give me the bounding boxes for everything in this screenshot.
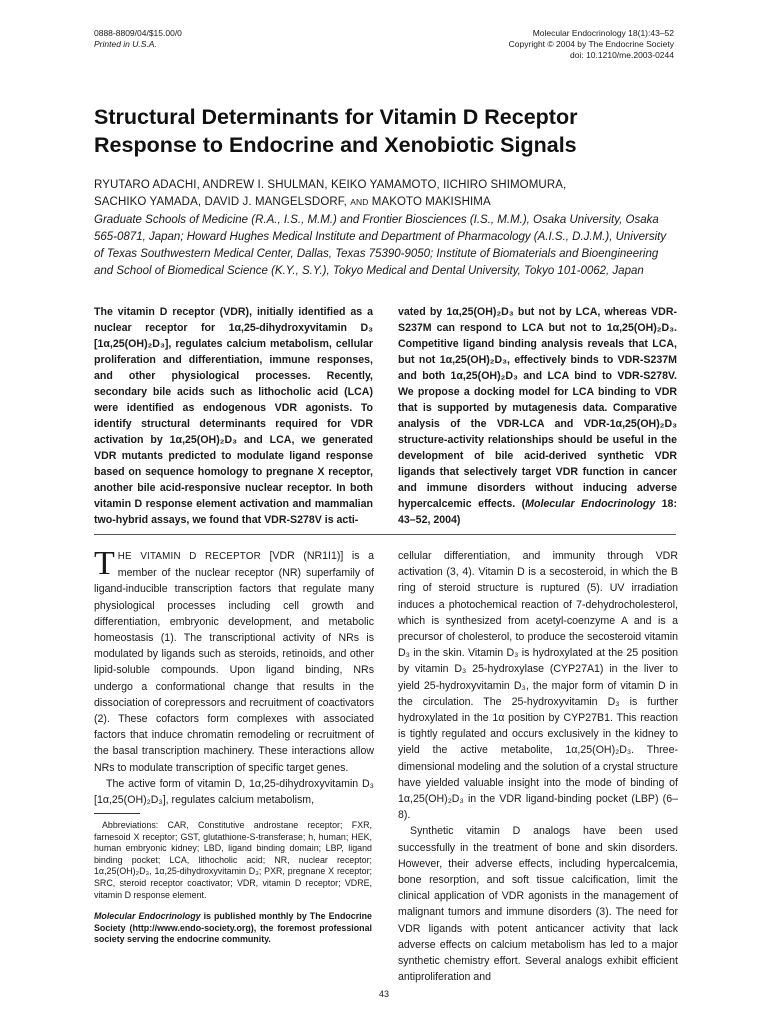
abstract-right-text: vated by 1α,25(OH)₂D₃ but not by LCA, whereas VDR-S237M can respond to LCA but not to 1α,25(OH)₂D₃. Competitive ligand binding analysis reveals that LCA, but not 1α,25(OH)₂D₃, effectively binds to VDR-S237M and both 1α,25(OH)₂D₃ and LCA bind to VDR-S278V. We propose a docking model for LCA binding to VDR that is supported by mutagenesis data. Comparative analysis of the VDR-LCA and VDR-1α,25(OH)₂D₃ structure-activity relationships should be useful in the development of bile acid-derived synthetic VDR ligands that selectively target VDR function in cancer and immune disorders without inducing adverse hypercalcemic effects.: [398, 306, 677, 510]
printed-line: Printed in U.S.A.: [94, 39, 157, 49]
doi-line: doi: 10.1210/me.2003-0244: [570, 50, 674, 60]
body-paragraph-4: Synthetic vitamin D analogs have been used successfully in the treatment of bone and skin disorders. However, their adverse effects, including hypercalcemia, bone resorption, and soft tissue calcification, limit the clinical application of VDR agonists in the management of malignant tumors and immune disorders (3). The need for VDR ligands with potent anticancer activity that lack adverse effects on calcium metabolism has led to a major synthetic chemistry effort. Several analogs exhibit efficient antiproliferation and: [398, 825, 678, 984]
authors-line-2-names: SACHIKO YAMADA, DAVID J. MANGELSDORF,: [94, 196, 347, 208]
publisher-note: [94, 911, 372, 946]
journal-citation: Molecular Endocrinology 18(1):43–52: [532, 28, 674, 38]
header-right: [509, 28, 674, 61]
publisher-journal: Molecular Endocrinology: [94, 911, 201, 922]
footnote-divider: [94, 813, 140, 814]
copyright-line: Copyright © 2004 by The Endocrine Society: [508, 39, 674, 49]
intro-paragraph: [94, 545, 375, 776]
abstract-citation-rest: 18: 43–52, 2004): [398, 498, 677, 526]
body-paragraph-3: cellular differentiation, and immunity through VDR activation (3, 4). Vitamin D is a secosteroid, in which the B ring of steroid structure is ruptured (5). UV irradiation induces a photochemical reaction of 7-dehydrocholesterol, which is synthesized from acetyl-coenzyme A and is a precursor of cholesterol, to produce the secosteroid vitamin D₃ in the skin. Vitamin D₃ is hydroxylated at the 25 position by vitamin D₃ 25-hydroxylase (CYP27A1) in the liver to yield 25-hydroxyvitamin D₃, the major form of vitamin D in the circulation. The 25-hydroxyvitamin D₃ is further hydroxylated in the 1α position by CYP27B1. This reaction is tightly regulated and occurs exclusively in the kidney to yield the active metabolite, 1α,25(OH)₂D₃. Three-dimensional modeling and the solution of a crystal structure have yielded valuable insight into the mode of binding of 1α,25(OH)₂D₃ in the VDR ligand-binding pocket (LBP) (6–8).: [398, 550, 678, 822]
header-left: [94, 28, 182, 50]
affiliations: Graduate Schools of Medicine (R.A., I.S., M.M.) and Frontier Biosciences (I.S., M.M.), Osaka University, Osaka 565-0871, Japan; Howard Hughes Medical Institute and Department of Pharmacology (A.I.S., D.J.M.), University of Texas Southwestern Medical Center, Dallas, Texas 75390-9050; Institute of Biomaterials and Bioengineering and School of Biomedical Science (K.Y., S.Y.), Tokyo Medical and Dental University, Tokyo 101-0062, Japan: [94, 214, 667, 277]
abstract-left-column: The vitamin D receptor (VDR), initially identified as a nuclear receptor for 1α,25-dihydroxyvitamin D₃ [1α,25(OH)₂D₃], regulates calcium metabolism, cellular proliferation and differentiation, immune responses, and other physiological processes. Recently, secondary bile acids such as lithocholic acid (LCA) were identified as endogenous VDR agonists. To identify structural determinants required for VDR activation by 1α,25(OH)₂D₃ and LCA, we generated VDR mutants predicted to modulate ligand response based on sequence homology to pregnane X receptor, another bile acid-responsive nuclear receptor. In both vitamin D response element activation and mammalian two-hybrid assays, we found that VDR-S278V is acti-: [94, 306, 373, 526]
abstract-right-column: vated by 1α,25(OH)₂D₃ but not by LCA, whereas VDR-S237M can respond to LCA but not to 1α,25(OH)₂D₃. Competitive ligand binding analysis reveals that LCA, but not 1α,25(OH)₂D₃, effectively binds to VDR-S237M and both 1α,25(OH)₂D₃ and LCA bind to VDR-S278V. We propose a docking model for LCA binding to VDR that is supported by mutagenesis data. Comparative analysis of the VDR-LCA and VDR-1α,25(OH)₂D₃ structure-activity relationships should be useful in the development of bile acid-derived synthetic VDR ligands that selectively target VDR function in cancer and immune disorders without inducing adverse hypercalcemic effects. (Molecular Endocrinology 18: 43–52, 2004): [398, 306, 677, 526]
body-left-column: [94, 545, 375, 808]
intro-smallcaps: HE VITAMIN D RECEPTOR: [117, 551, 261, 562]
author-list: [94, 177, 674, 211]
last-author: MAKOTO MAKISHIMA: [371, 196, 491, 208]
page-number: 43: [378, 989, 389, 999]
intro-text: [VDR (NR1I1)] is a member of the nuclear receptor (NR) superfamily of ligand-inducible transcription factors that regulate many physiological processes including cell growth and differentiation, embryonic development, and metabolic homeostasis (1). The transcriptional activity of NRs is modulated by ligands such as steroids, retinoids, and other lipid-soluble compounds. Upon ligand binding, NRs undergo a conformational change that results in the dissociation of corepressors and recruitment of coactivators (2). These cofactors form complexes with associated factors that induce chromatin remodeling or recruitment of the basal transcription machinery. These interactions allow NRs to modulate transcription of specific target genes.: [94, 550, 375, 774]
abstract-citation-journal: Molecular Endocrinology: [525, 498, 656, 510]
drop-cap: T: [94, 545, 115, 582]
body-paragraph-2: The active form of vitamin D, 1α,25-dihydroxyvitamin D₃ [1α,25(OH)₂D₃], regulates calcium metabolism,: [94, 777, 374, 807]
body-right-column: [398, 548, 678, 985]
article-title: Structural Determinants for Vitamin D Receptor Response to Endocrine and Xenobiotic Signals: [94, 105, 578, 157]
abbreviations-footnote: Abbreviations: CAR, Constitutive androstane receptor; FXR, farnesoid X receptor; GST, glutathione-S-transferase; h, human; HEK, human embryonic kidney; LBD, ligand binding domain; LBP, ligand binding pocket; LCA, lithocholic acid; NR, nuclear receptor; 1α,25(OH)₂D₃, 1α,25-dihydroxyvitamin D₃; PXR, pregnane X receptor; SRC, steroid receptor coactivator; VDR, vitamin D receptor; VDRE, vitamin D response element.: [94, 820, 372, 900]
authors-and: AND: [350, 197, 369, 207]
abstract-divider: [94, 534, 676, 535]
authors-line-1: RYUTARO ADACHI, ANDREW I. SHULMAN, KEIKO YAMAMOTO, IICHIRO SHIMOMURA,: [94, 179, 567, 191]
publisher-text: is published monthly by The Endocrine Society (http://www.endo-society.org), the foremost professional society serving the endocrine community.: [94, 911, 372, 945]
footnote-block: [94, 820, 372, 946]
authors-line-2: [94, 194, 674, 211]
issn-line: 0888-8809/04/$15.00/0: [94, 28, 182, 38]
